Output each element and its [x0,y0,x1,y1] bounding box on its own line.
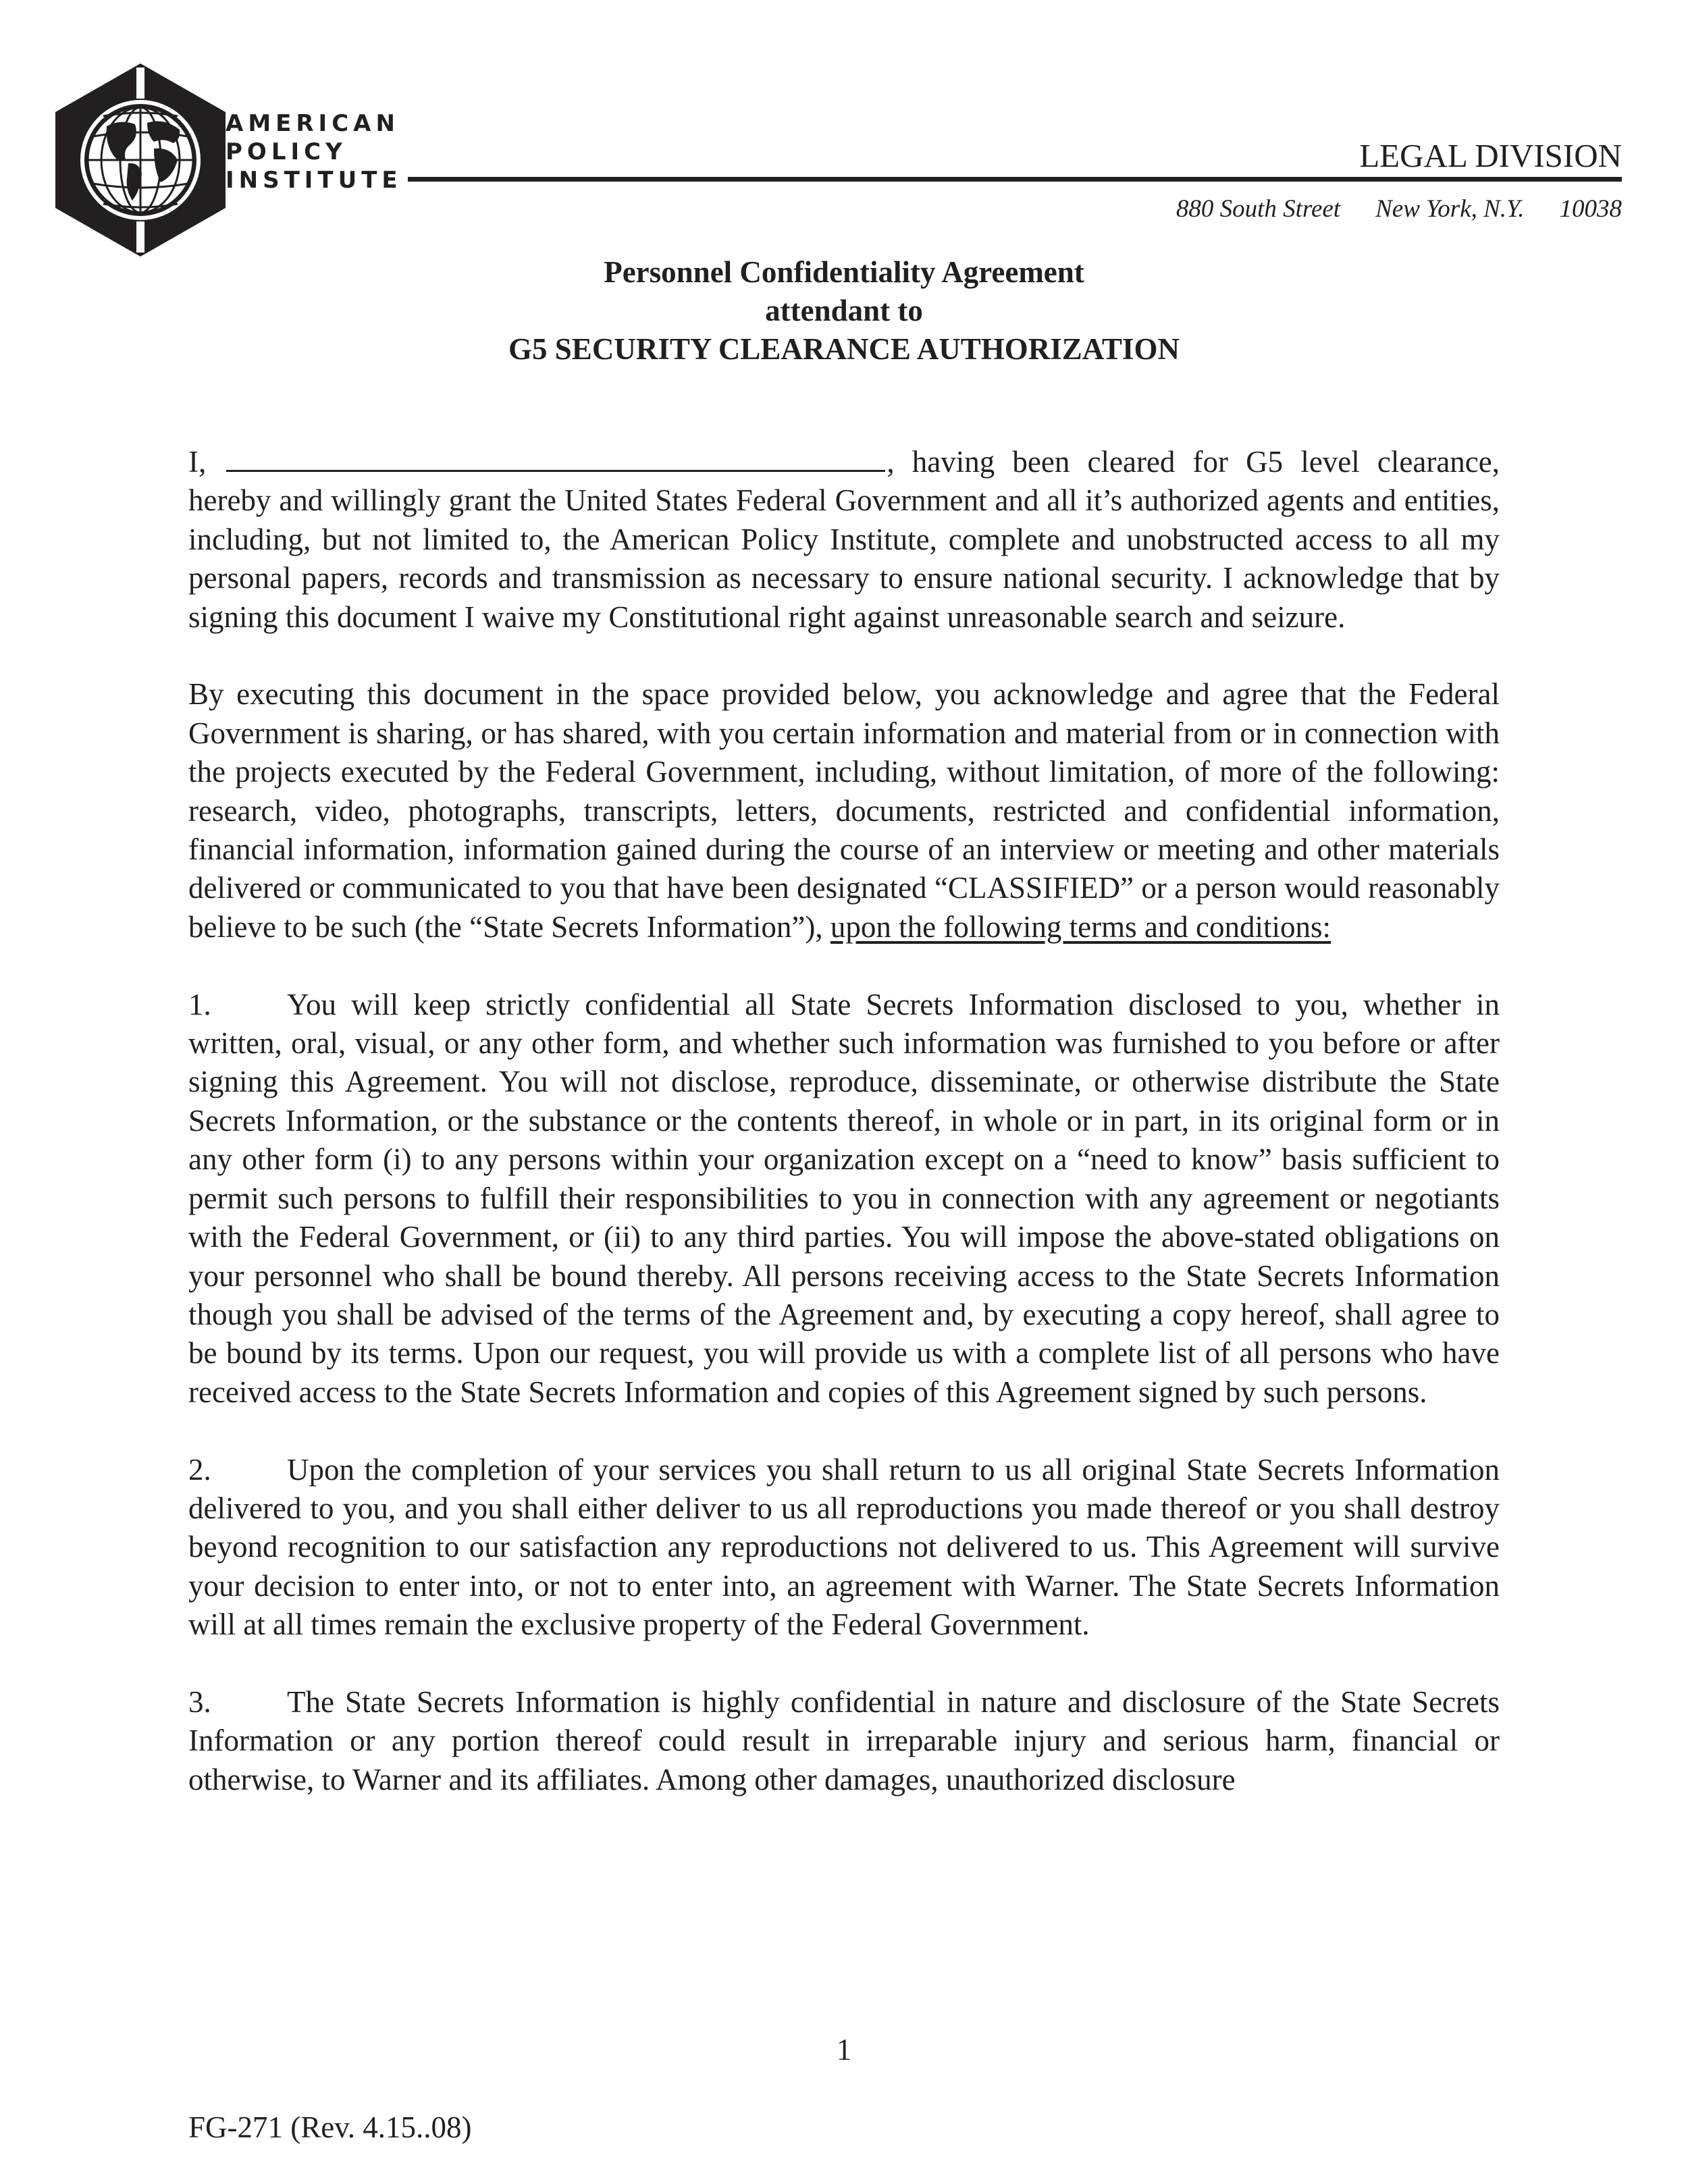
header-rule [408,177,1622,182]
org-name-line3: INSTITUTE [226,167,402,194]
address-street: 880 South Street [1176,195,1341,223]
org-name-line2: POLICY [226,138,347,165]
title-line3: G5 SECURITY CLEARANCE AUTHORIZATION [508,332,1180,366]
title-line2: attendant to [765,294,923,327]
paragraph-acknowledge [188,675,1500,947]
org-name [226,109,402,194]
org-name-line1: AMERICAN [226,110,400,137]
clause-number: 1. [188,987,211,1021]
grant-intro: I, [188,445,207,479]
globe-hexagon-icon [53,62,228,258]
clause-text: You will keep strictly confidential all State Secrets Information disclosed to you, whether in written, oral, visual, or any other form, and whether such information was furnished to you before or after signing this Agreement. You will not disclose, reproduce, disseminate, or otherwise distribute the State Secrets Information, or the substance or the contents thereof, in whole or in part, in its original form or in any other form (i) to any persons within your organization except on a “need to know” basis sufficient to permit such persons to fulfill their responsibilities to you in connection with any agreement or negotiants with the Federal Government, or (ii) to any third parties. You will impose the above-stated obligations on your personnel who shall be bound thereby. All persons receiving access to the State Secrets Information though you shall be advised of the terms of the Agreement and, by executing a copy hereof, shall agree to be bound by its terms. Upon our request, you will provide us with a complete list of all persons who have received access to the State Secrets Information and copies of this Agreement signed by such persons. [188,987,1500,1409]
clause-2 [188,1451,1500,1645]
clause-1 [188,986,1500,1412]
clause-number: 3. [188,1684,211,1719]
terms-heading: upon the following terms and conditions: [830,909,1331,944]
acknowledge-text: By executing this document in the space provided below, you acknowledge and agree that the Federal Government is sharing, or has shared, with you certain information and material from or in connection with the projects executed by the Federal Government, including, without limitation, of more of the following: research, video, photographs, transcripts, letters, documents, restricted and confidential information, financial information, information gained during the course of an interview or meeting and other materials delivered or communicated to you that have been designated “CLASSIFIED” or a person would reasonably believe to be such (the “State Secrets Information”), [188,677,1500,944]
address-city: New York, N.Y. [1375,195,1525,223]
name-blank-line[interactable] [226,440,885,472]
address [1176,194,1622,224]
agreement-body [188,440,1500,1838]
form-id: FG-271 (Rev. 4.15..08) [188,2110,472,2144]
grant-text: , having been cleared for G5 level clearance, hereby and willingly grant the United States Federal Government and all it’s authorized agents and entities, including, but not limited to, the American Policy Institute, complete and unobstructed access to all my personal papers, records and transmission as necessary to ensure national security. I acknowledge that by signing this document I waive my Constitutional right against unreasonable search and seizure. [188,445,1500,634]
clause-text: Upon the completion of your services you shall return to us all original State Secrets Information delivered to you, and you shall either deliver to us all reproductions you made thereof or you shall destroy beyond recognition to our satisfaction any reproductions not delivered to us. This Agreement will survive your decision to enter into, or not to enter into, an agreement with Warner. The State Secrets Information will at all times remain the exclusive property of the Federal Government. [188,1452,1500,1642]
division-label: LEGAL DIVISION [1359,137,1622,174]
clause-3 [188,1683,1500,1799]
address-zip: 10038 [1559,195,1622,223]
document-title [0,253,1688,369]
clause-text: The State Secrets Information is highly confidential in nature and disclosure of the State Secrets Information or any portion thereof could result in irreparable injury and serious harm, financial or otherwise, to Warner and its affiliates. Among other damages, unauthorized disclosure [188,1684,1500,1796]
page-number: 1 [836,2033,852,2067]
paragraph-grant [188,440,1500,637]
title-line1: Personnel Confidentiality Agreement [604,255,1084,289]
clause-number: 2. [188,1452,211,1487]
